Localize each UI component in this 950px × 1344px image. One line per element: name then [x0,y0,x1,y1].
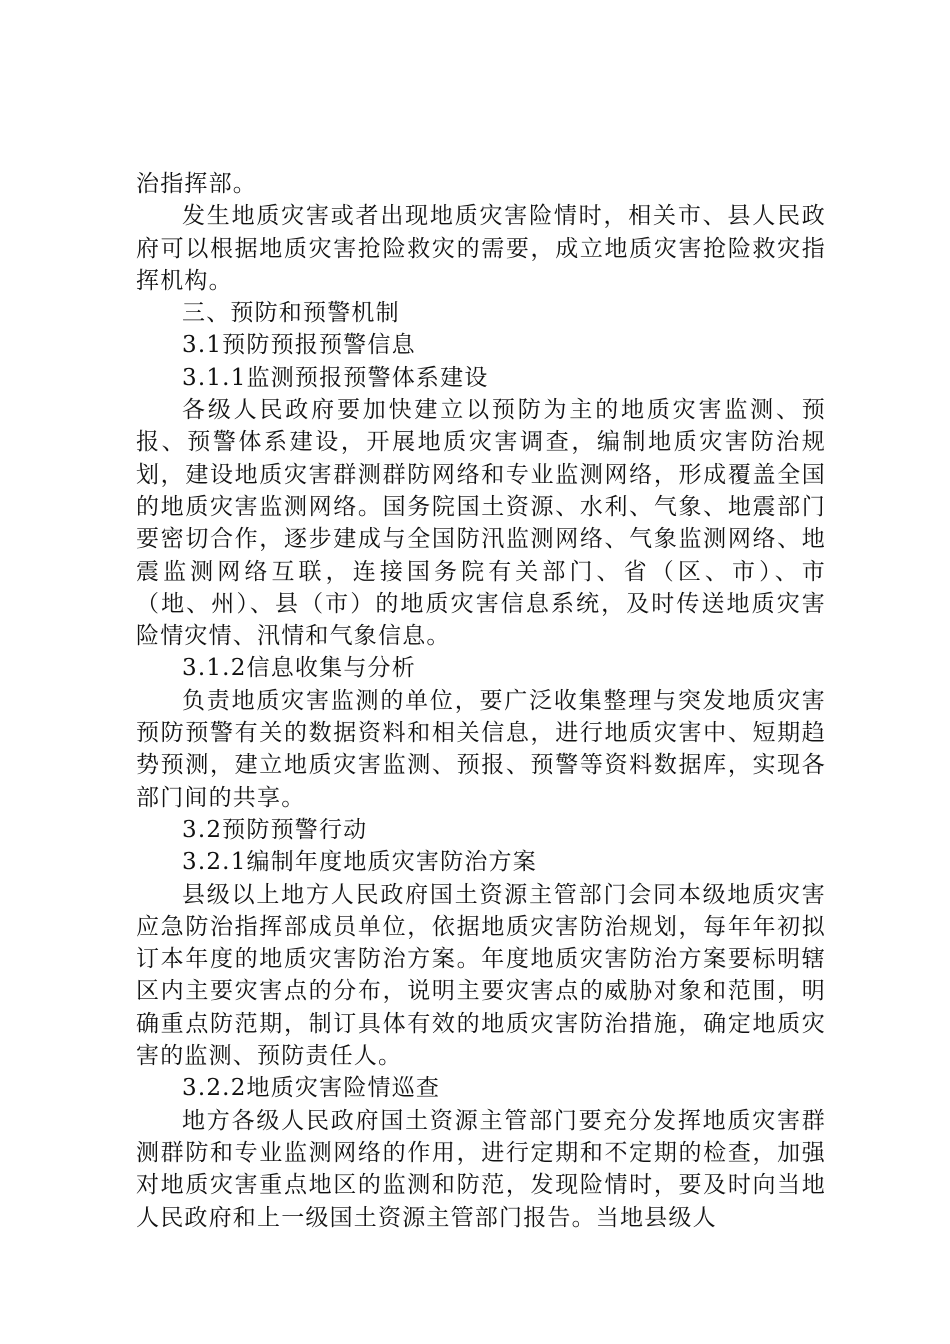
subsubsection-heading: 3.1.1监测预报预警体系建设 [182,364,489,391]
body-paragraph: 发生地质灾害或者出现地质灾害险情时，相关市、县人民政府可以根据地质灾害抢险救灾的需要，成立地质灾害抢险救灾指挥机构。 [136,203,826,294]
subsubsection-heading: 3.2.1编制年度地质灾害防治方案 [182,849,537,876]
section-heading: 三、预防和预警机制 [182,300,400,327]
body-paragraph: 负责地质灾害监测的单位，要广泛收集整理与突发地质灾害预防预警有关的数据资料和相关信息，进行地质灾害中、短期趋势预测，建立地质灾害监测、预报、预警等资料数据库，实现各部门间的共享。 [136,687,826,811]
body-paragraph: 地方各级人民政府国土资源主管部门要充分发挥地质灾害群测群防和专业监测网络的作用，进行定期和不定期的检查，加强对地质灾害重点地区的监测和防范，发现险情时，要及时向当地人民政府和上一级国土资源主管部门报告。当地县级人 [136,1107,826,1231]
document-body [136,168,826,1234]
body-paragraph: 县级以上地方人民政府国土资源主管部门会同本级地质灾害应急防治指挥部成员单位，依据地质灾害防治规划，每年年初拟订本年度的地质灾害防治方案。年度地质灾害防治方案要标明辖区内主要灾害点的分布，说明主要灾害点的威胁对象和范围，明确重点防范期，制订具体有效的地质灾害防治措施，确定地质灾害的监测、预防责任人。 [136,881,826,1070]
subsection-heading: 3.2预防预警行动 [182,816,368,843]
subsection-heading: 3.1预防预报预警信息 [182,332,416,359]
subsubsection-heading: 3.2.2地质灾害险情巡查 [182,1075,441,1102]
body-paragraph: 治指挥部。 [136,171,257,197]
body-paragraph: 各级人民政府要加快建立以预防为主的地质灾害监测、预报、预警体系建设，开展地质灾害调查，编制地质灾害防治规划，建设地质灾害群测群防网络和专业监测网络，形成覆盖全国的地质灾害监测网络。国务院国土资源、水利、气象、地震部门要密切合作，逐步建成与全国防汛监测网络、气象监测网络、地震监测网络互联，连接国务院有关部门、省（区、市）、市（地、州）、县（市）的地质灾害信息系统，及时传送地质灾害险情灾情、汛情和气象信息。 [136,397,826,650]
subsubsection-heading: 3.1.2信息收集与分析 [182,655,416,682]
